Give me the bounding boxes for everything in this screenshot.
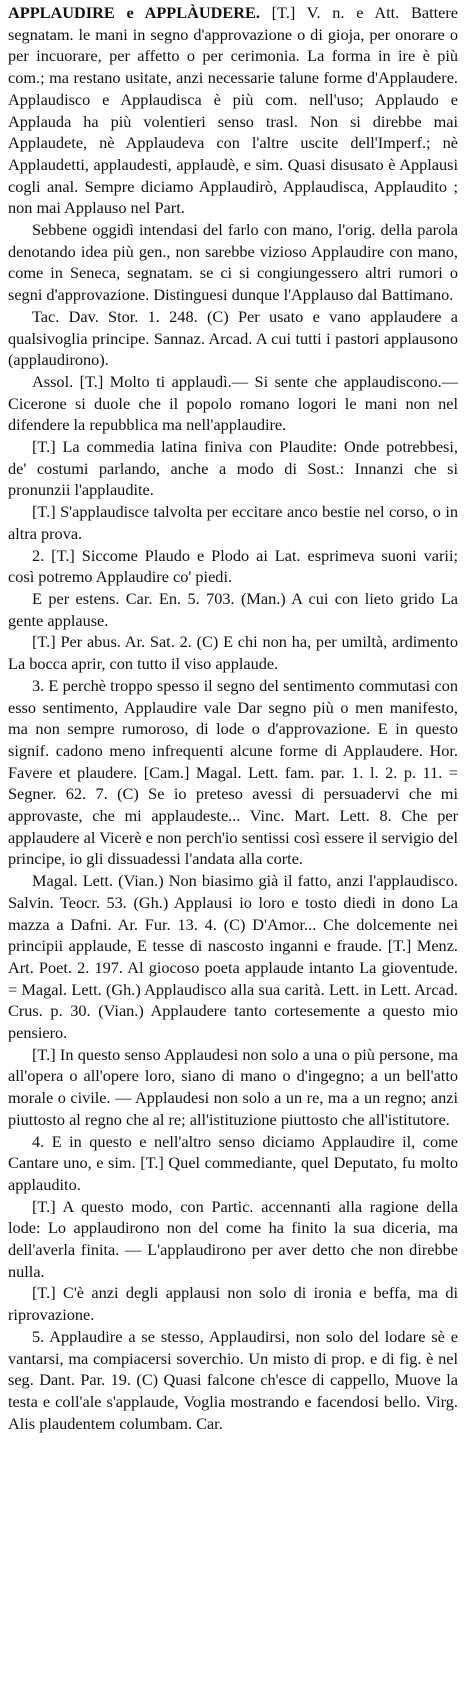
paragraph-assol: Assol. [T.] Molto ti applaudì.— Si sente che applaudiscono.— Cicerone si duole che il popolo romano logori le mani non nel difendere la repubblica ma nell'applaudire. <box>8 371 458 435</box>
paragraph-commedia: [T.] La commedia latina finiva con Plaudite: Onde potrebbesi, de' costumi parlando, anche a modo di Sost.: Innanzi che si pronunzii l'applaudite. <box>8 437 458 500</box>
paragraph-tac: Tac. Dav. Stor. 1. 248. (C) Per usato e vano applaudere a qualsivoglia principe. Sannaz. Arcad. A cui tutti i pastori applausono (applaudirono). <box>8 306 458 370</box>
paragraph-headword <box>8 2 458 219</box>
paragraph-2: 2. [T.] Siccome Plaudo e Plodo ai Lat. esprimeva suoni varii; così potremo Applaudire co' piedi. <box>8 545 458 587</box>
paragraph-estens: E per estens. Car. En. 5. 703. (Man.) A cui con lieto grido La gente applause. <box>8 588 458 630</box>
paragraph-5: 5. Applaudire a se stesso, Applaudirsi, non solo del lodare sè e vantarsi, ma compiacersi soverchio. Un misto di prop. e di fig. è nel seg. Dant. Par. 19. (C) Quasi falcone ch'esce di cappello, Muove la testa e coll'ale s'applaude, Voglia mostrando e facendosi bello. Virg. Alis plaudentem columbam. Car. <box>8 1326 458 1433</box>
paragraph-3: 3. E perchè troppo spesso il segno del sentimento commutasi con esso sentimento, Applaudire vale Dar segno più o men manifesto, ma non sempre rumoroso, di lode o d'approvazione. E in questo signif. cadono meno infrequenti alcune forme di Applaudere. Hor. Favere et plaudere. [Cam.] Magal. Lett. fam. par. 1. l. 2. p. 11. = Segner. 62. 7. (C) Se io preteso avessi di persuadervi che mi approvaste, che mi applaudeste... Vinc. Mart. Lett. 8. Che per applaudere al Vicerè e non perch'io sentissi così essere il servigio del principe, io gli dissuadessi l'andata alla corte. <box>8 675 458 869</box>
paragraph-ironia: [T.] C'è anzi degli applausi non solo di ironia e beffa, ma di riprovazione. <box>8 1283 458 1325</box>
paragraph-modo: [T.] A questo modo, con Partic. accennanti alla ragione della lode: Lo applaudirono non del come ha finito la sua diceria, ma dell'averla finita. — L'applaudirono per aver detto che non direbbe nulla. <box>8 1196 458 1281</box>
headword: APPLAUDIRE e APPLÀUDERE. <box>8 3 260 22</box>
paragraph-4: 4. E in questo e nell'altro senso diciamo Applaudire il, come Cantare uno, e sim. [T.] Quel commediante, quel Deputato, fu molto applaudito. <box>8 1131 458 1194</box>
paragraph-abus: [T.] Per abus. Ar. Sat. 2. (C) E chi non ha, per umiltà, ardimento La bocca aprir, con tutto il viso applaude. <box>8 632 458 674</box>
paragraph-sebbene: Sebbene oggidì intendasi del farlo con mano, l'orig. della parola denotando idea più gen., non sarebbe vizioso Applaudire con mano, come in Seneca, segnatam. se ci si congiungessero altri rumori o segni d'approvazione. Distinguesi dunque l'Applauso dal Battimano. <box>8 220 458 305</box>
paragraph-questo-senso: [T.] In questo senso Applaudesi non solo a una o più persone, ma all'opera o all'opere loro, siano di mano o d'ingegno; a un bell'atto morale o civile. — Applaudesi non solo a un re, ma a un regno; anzi piuttosto al regno che al re; all'istituzione piuttosto che all'istitutore. <box>8 1044 458 1129</box>
paragraph-magal: Magal. Lett. (Vian.) Non biasimo già il fatto, anzi l'applaudisco. Salvin. Teocr. 53. (Gh.) Applausi io loro e tosto diedi in dono La mazza a Dafni. Ar. Fur. 13. 4. (C) D'Amor... Che dolcemente nei principii applaude, E tesse di nascosto inganni e fraude. [T.] Menz. Art. Poet. 2. 197. Al giocoso poeta applaude intanto La gioventude. = Magal. Lett. (Gh.) Applaudisco alla sua carità. Lett. in Lett. Arcad. Crus. p. 30. (Vian.) Applaudere tanto cortesemente a questo mio pensiero. <box>8 871 458 1043</box>
paragraph-eccitare: [T.] S'applaudisce talvolta per eccitare anco bestie nel corso, o in altra prova. <box>8 502 458 543</box>
paragraph-text: [T.] V. n. e Att. Battere segnatam. le mani in segno d'approvazione o di gioja, per onorare o per incuorare, per affetto o per cerimonia. La forma in ire è più com.; ma restano usitate, anzi necessarie talune forme d'Applaudere. Applaudisco e Applaudisca è più com. nell'uso; Applaudo e Applauda ha più volentieri senso trasl. Non si direbbe mai Applaudete, nè Applaudeva con l'altre uscite dell'Imperf.; nè Applaudetti, applaudesti, applaudè, e sim. Quasi disusato è Applausi cogli anal. Sempre diciamo Applaudirò, Applaudisca, Applaudito ; non mai Applauso nel Part. <box>8 3 458 218</box>
